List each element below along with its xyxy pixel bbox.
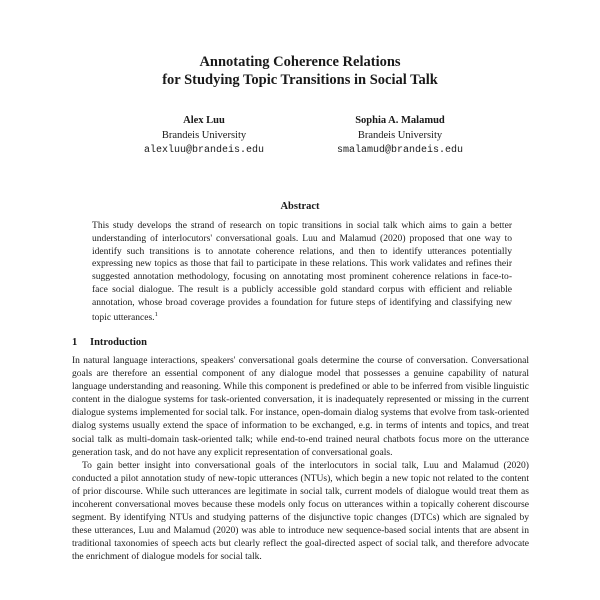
author-email[interactable]: smalamud@brandeis.edu — [336, 145, 464, 156]
abstract-text — [92, 220, 512, 325]
section-heading — [72, 337, 147, 348]
abstract-body: This study develops the strand of research on topic transitions in social talk which aims to gain a better understanding of interlocutors' conversational goals. Luu and Malamud (2020) proposed that one way to identify such transitions is to annotate coherence relations, and then to identify utterances potentially expressing new topics as those that fail to participate in these relations. This work validates and refines their suggested annotation methodology, focusing on annotating most prominent coherence relations in face-to-face social dialogue. The result is a publicly accessible gold standard corpus with efficient and reliable annotation, whose broad coverage provides a foundation for future steps of identifying and classifying new topic utterances. — [92, 220, 512, 324]
author-block-2 — [300, 113, 500, 158]
section-number: 1 — [72, 337, 78, 348]
abstract-heading: Abstract — [280, 201, 320, 212]
author-name: Sophia A. Malamud — [355, 115, 445, 126]
author-block-1 — [104, 113, 304, 158]
author-affiliation: Brandeis University — [161, 130, 247, 141]
section-title: Introduction — [90, 337, 147, 348]
paragraph: In natural language interactions, speakers' conversational goals determine the course of conversation. Conversational goals are therefore an essential component of any dialogue model that possesses a genuine capability of natural language understanding and reasoning. While this component is predefined or able to be inferred from visible linguistic content in the dialogue systems for task-oriented conversation, it is inadequately represented or missing in the current dialogue systems implemented for social talk. For instance, open-domain dialog systems that evolve from task-oriented dialog systems usually extend the space of information to be exchanged, e.g. in terms of intents and topics, and treat social talk as multi-domain task-oriented talk; while end-to-end trained neural chatbots focus more on the utterance generation task, and do not have any explicit representation of conversational goals. — [72, 355, 529, 458]
author-affiliation: Brandeis University — [357, 130, 443, 141]
paragraph: To gain better insight into conversational goals of the interlocutors in social talk, Luu and Malamud (2020) conducted a pilot annotation study of new-topic utterances (NTUs), which begin a new topic not related to the content of prior discourse. While such utterances are legitimate in social talk, current models of dialogue would treat them as incoherent conversational moves because these models only focus on utterances within a topically coherent discourse segment. By identifying NTUs and studying patterns of the disjunctive topic changes (DTCs) which are signaled by these utterances, Luu and Malamud (2020) was able to introduce new sequence-based social intents that are absent in traditional taxonomies of speech acts but clearly reflect the goal-directed aspect of social talk, and therefore advocate the enrichment of dialogue models for social talk. — [72, 459, 529, 563]
introduction-body — [72, 354, 529, 564]
footnote-marker[interactable]: 1 — [154, 311, 158, 319]
paper-title-line-1: Annotating Coherence Relations — [199, 54, 401, 70]
paper-title-line-2: for Studying Topic Transitions in Social Talk — [162, 72, 438, 88]
author-name: Alex Luu — [183, 115, 225, 126]
author-email[interactable]: alexluu@brandeis.edu — [143, 145, 265, 156]
